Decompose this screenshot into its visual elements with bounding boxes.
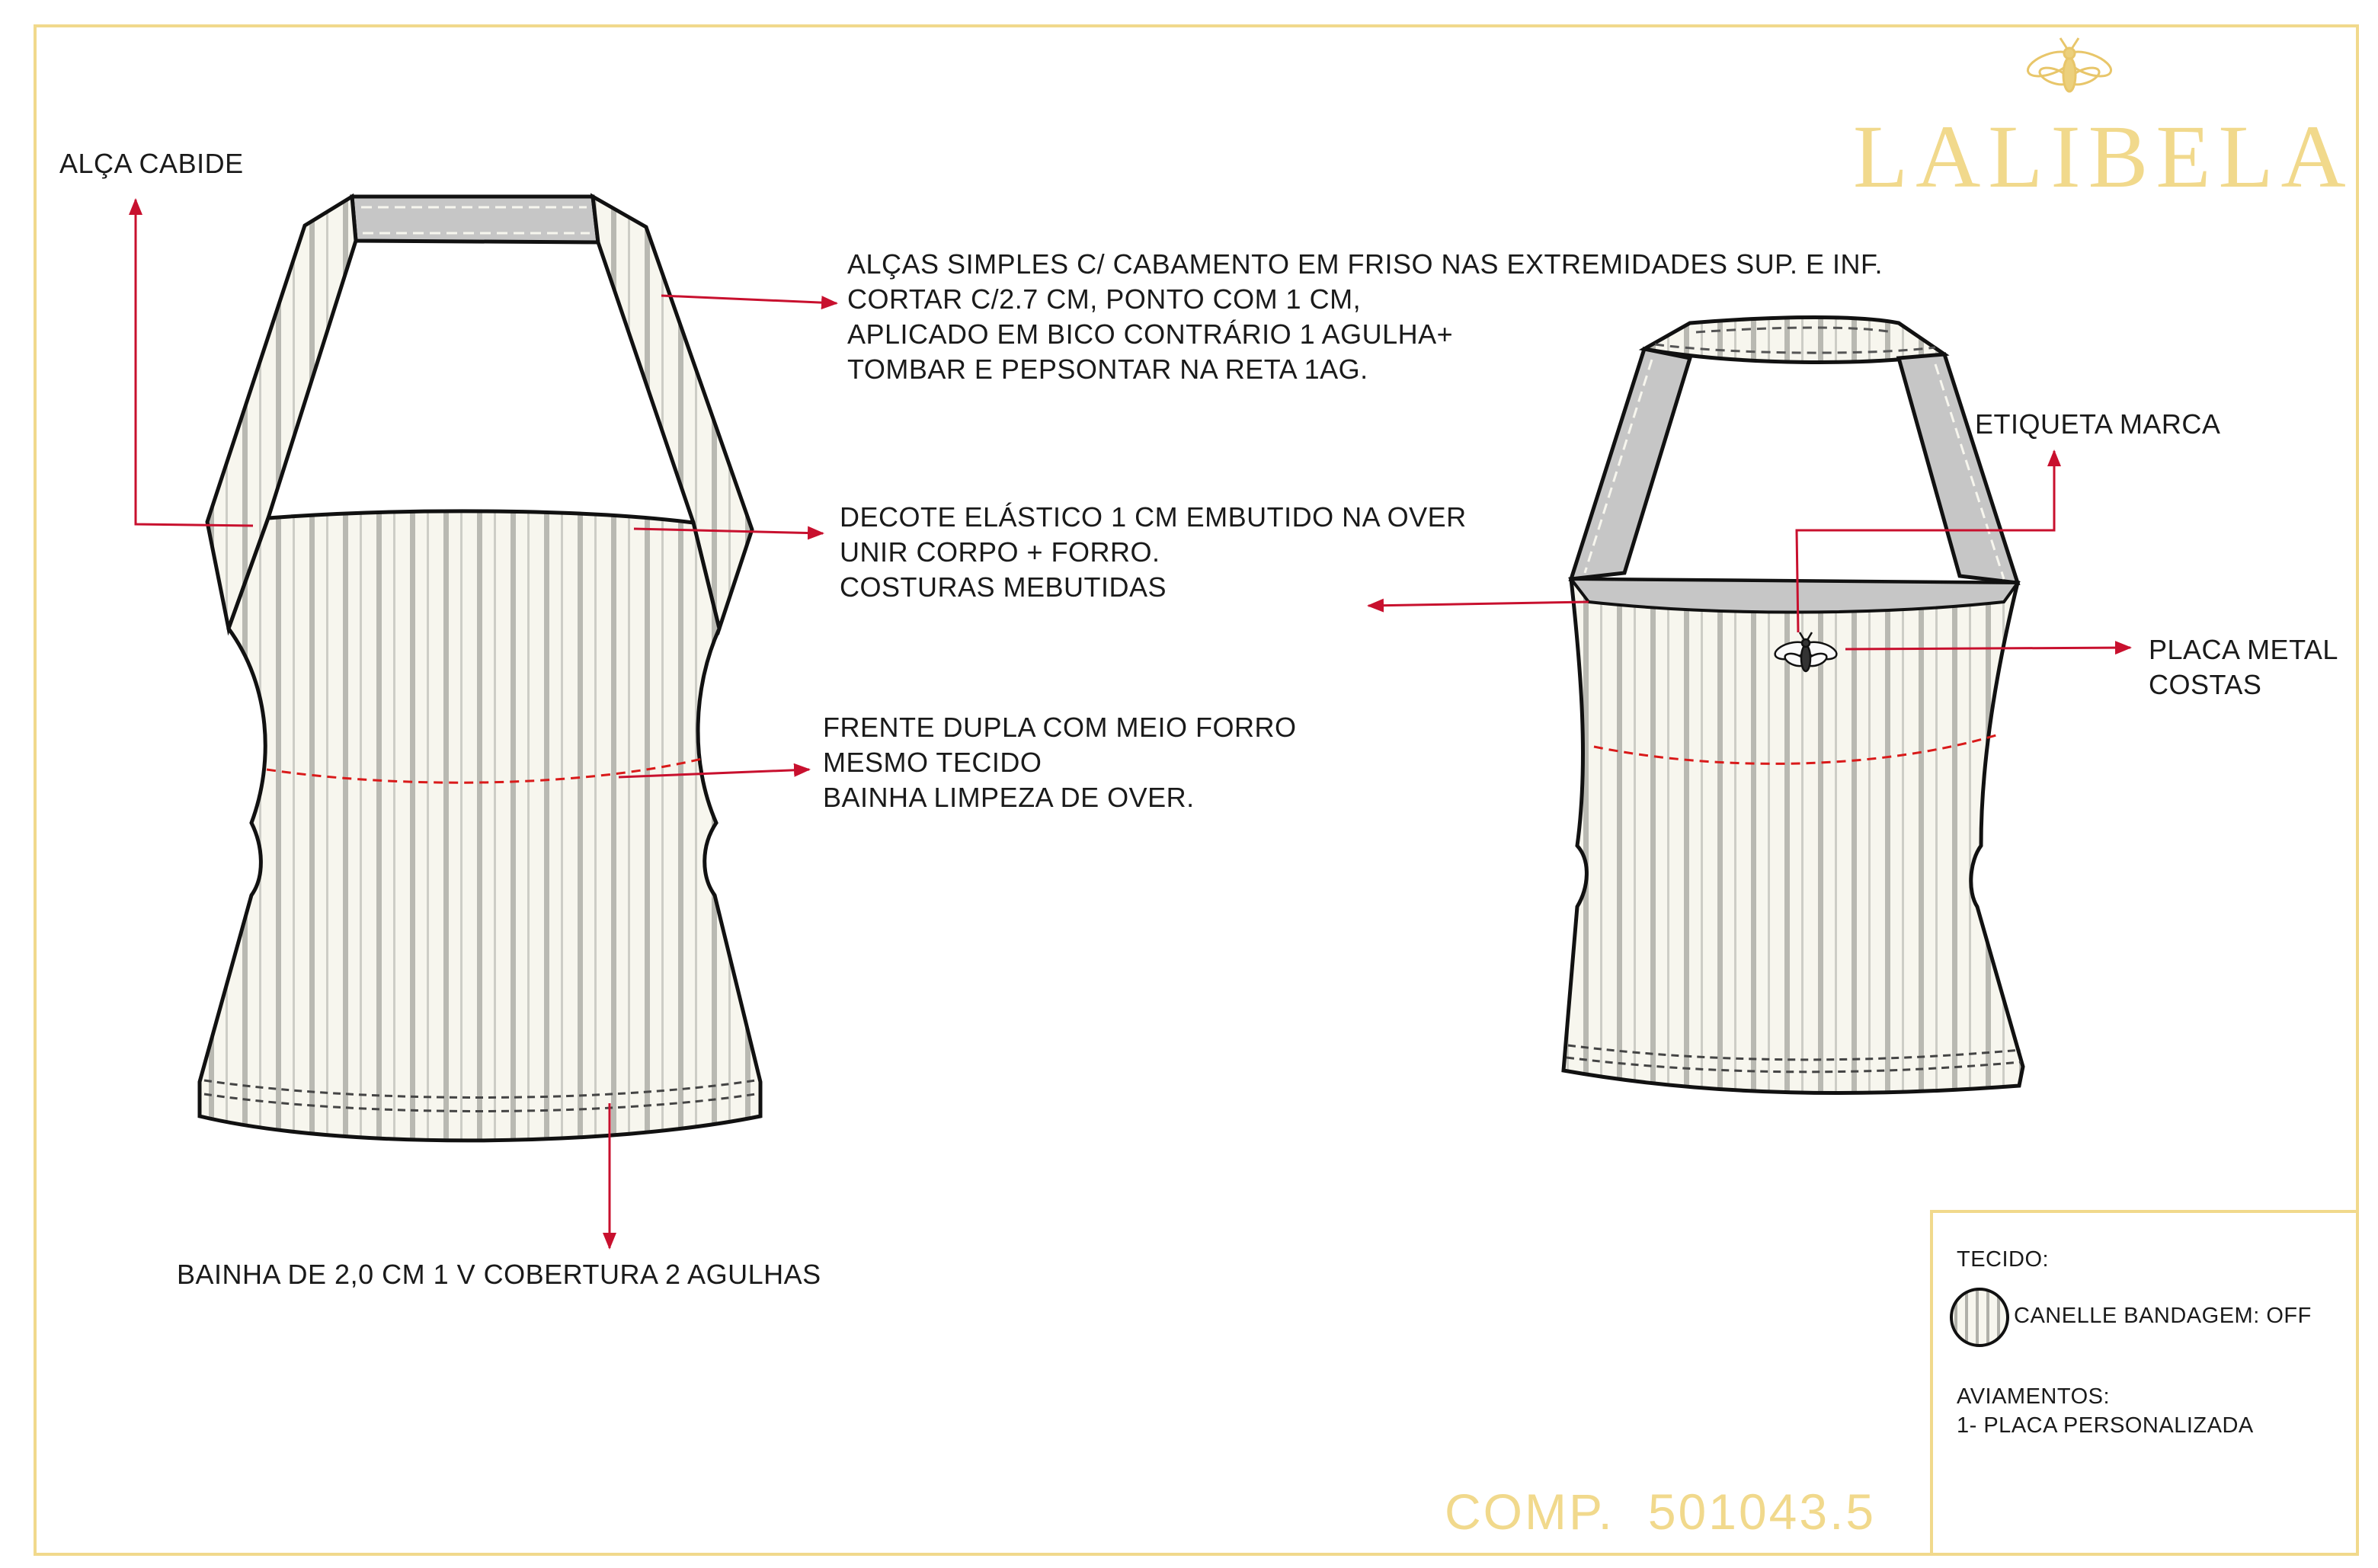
label-straps-line: ALÇAS SIMPLES C/ CABAMENTO EM FRISO NAS EXTREMIDADES SUP. E INF. [847, 248, 1883, 280]
materials-fabric-heading [1957, 1245, 2049, 1274]
arrow-metal-plate [1845, 648, 2130, 649]
materials-trims [1957, 1382, 2254, 1440]
label-double-front-line: MESMO TECIDO [823, 747, 1042, 778]
materials-fabric-heading-text: TECIDO: [1957, 1247, 2050, 1272]
back-right-strap [1899, 354, 2018, 583]
label-hem-text: BAINHA DE 2,0 CM 1 V COBERTURA 2 AGULHAS [177, 1259, 821, 1290]
label-metal-plate-line: PLACA METAL [2149, 634, 2338, 665]
label-hem [177, 1257, 821, 1292]
front-neck-binding [352, 197, 598, 242]
materials-fabric-name [2014, 1301, 2312, 1330]
striped-swatch-icon [1951, 1289, 2008, 1346]
label-double-front [823, 710, 1297, 815]
label-brand-tag [1975, 407, 2220, 442]
label-neckline-line: COSTURAS MEBUTIDAS [840, 571, 1167, 603]
front-body [200, 511, 760, 1141]
materials-fabric-name-text: CANELLE BANDAGEM: OFF [2014, 1304, 2312, 1328]
bee-icon [2024, 38, 2114, 91]
comp-value: 501043.5 [1647, 1483, 1877, 1540]
back-band [1571, 579, 2018, 613]
label-straps-line: APLICADO EM BICO CONTRÁRIO 1 AGULHA+ [847, 318, 1454, 350]
label-double-front-line: FRENTE DUPLA COM MEIO FORRO [823, 712, 1297, 743]
label-brand-tag-text: ETIQUETA MARCA [1975, 408, 2221, 440]
label-neckline-line: UNIR CORPO + FORRO. [840, 536, 1160, 568]
label-strap-hanger [59, 146, 244, 181]
label-straps [847, 247, 1883, 387]
label-metal-plate [2149, 632, 2338, 702]
materials-trims-heading: AVIAMENTOS: [1957, 1384, 2111, 1409]
label-straps-line: CORTAR C/2.7 CM, PONTO COM 1 CM, [847, 283, 1362, 315]
label-double-front-line: BAINHA LIMPEZA DE OVER. [823, 782, 1195, 813]
label-metal-plate-line: COSTAS [2149, 669, 2262, 700]
brand-logo: LALIBELA [1853, 107, 2354, 206]
materials-trims-item: 1- PLACA PERSONALIZADA [1957, 1413, 2254, 1438]
comp-label: COMP. [1445, 1483, 1615, 1540]
arrow-straps [661, 296, 837, 303]
label-strap-hanger-text: ALÇA CABIDE [59, 148, 244, 179]
label-neckline [840, 500, 1467, 605]
label-neckline-line: DECOTE ELÁSTICO 1 CM EMBUTIDO NA OVER [840, 501, 1467, 533]
comp-code [1445, 1483, 1876, 1541]
front-garment [200, 197, 760, 1141]
label-straps-line: TOMBAR E PEPSONTAR NA RETA 1AG. [847, 354, 1368, 385]
back-garment [1563, 318, 2023, 1093]
